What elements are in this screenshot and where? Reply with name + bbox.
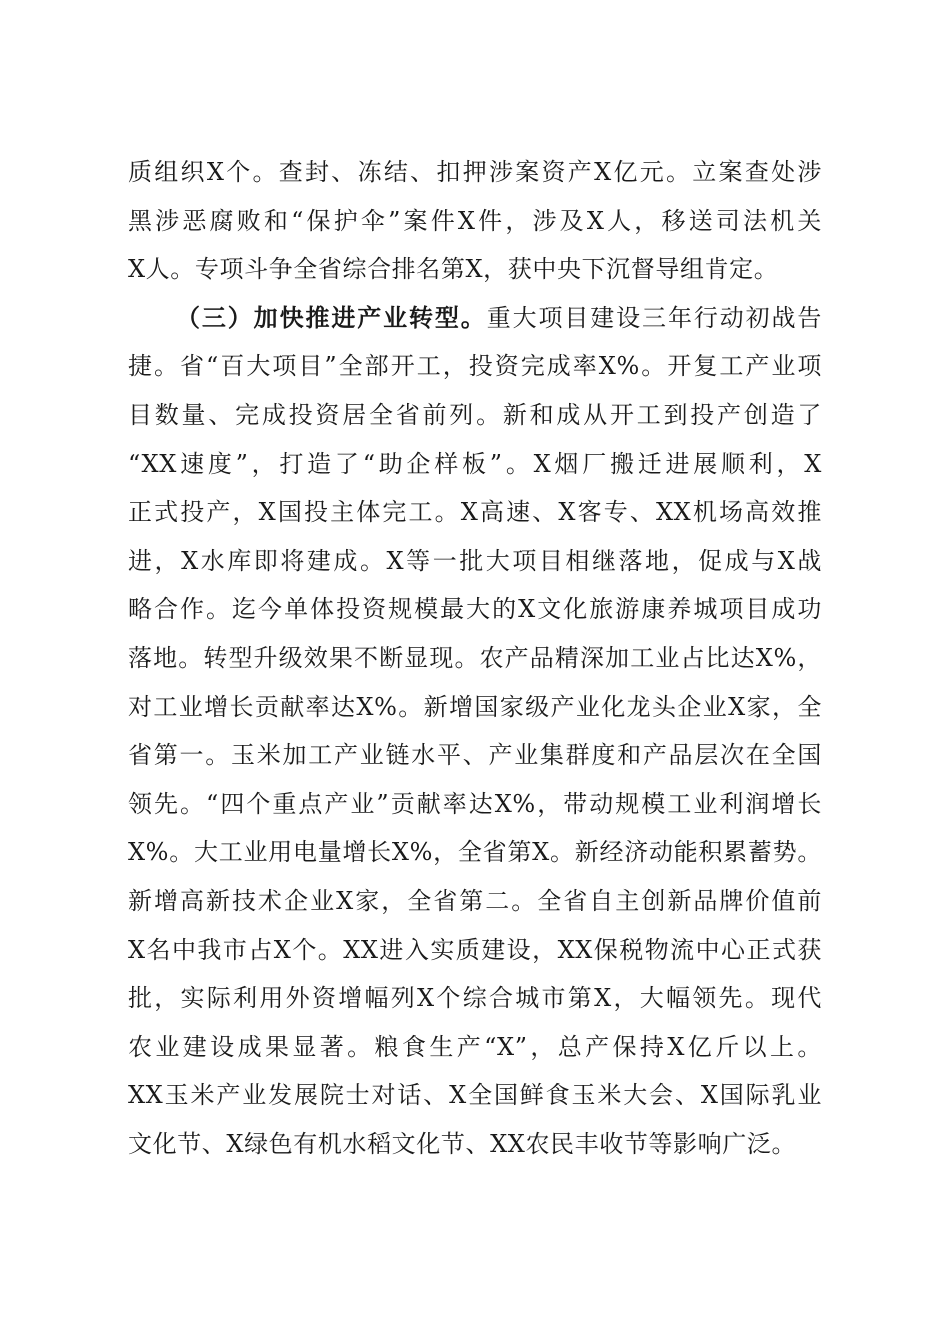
text-line: 文化节、X绿色有机水稻文化节、XX农民丰收节等影响广泛。 [128, 1129, 797, 1158]
text-line: 质组织X个。查封、冻结、扣押涉案资产X亿元。立案查处涉 [128, 158, 822, 186]
text-line: 目数量、完成投资居全省前列。新和成从开工到投产创造了 [128, 400, 822, 429]
body-text [128, 148, 822, 1168]
text-line: 黑涉恶腐败和“保护伞”案件X件，涉及X人，移送司法机关 [128, 206, 822, 235]
text-line: X%。大工业用电量增长X%，全省第X。新经济动能积累蓄势。 [128, 838, 822, 867]
text-line: 正式投产，X国投主体完工。X高速、X客专、XX机场高效推 [128, 498, 822, 527]
text-line: 农业建设成果显著。粮食生产“X”，总产保持X亿斤以上。 [128, 1032, 822, 1061]
text-line: “XX速度”，打造了“助企样板”。X烟厂搬迁进展顺利，X [128, 449, 822, 478]
text-line: 省第一。玉米加工产业链水平、产业集群度和产品层次在全国 [128, 741, 822, 770]
text-line: 新增高新技术企业X家，全省第二。全省自主创新品牌价值前 [128, 886, 822, 915]
text-line: 对工业增长贡献率达X%。新增国家级产业化龙头企业X家，全 [128, 692, 822, 721]
section-heading-line [128, 294, 822, 343]
text-line: XX玉米产业发展院士对话、X全国鲜食玉米大会、X国际乳业 [128, 1081, 822, 1110]
text-line: 略合作。迄今单体投资规模最大的X文化旅游康养城项目成功 [128, 595, 822, 624]
text-line: 批，实际利用外资增幅列X个综合城市第X，大幅领先。现代 [128, 984, 822, 1013]
text-line: X人。专项斗争全省综合排名第X，获中央下沉督导组肯定。 [128, 255, 779, 284]
section-heading: （三）加快推进产业转型。 [176, 302, 487, 332]
text-line-rest: 重大项目建设三年行动初战告 [486, 303, 822, 332]
text-line: X名中我市占X个。XX进入实质建设，XX保税物流中心正式获 [128, 935, 822, 964]
text-line: 领先。“四个重点产业”贡献率达X%，带动规模工业利润增长 [128, 789, 822, 818]
text-line: 落地。转型升级效果不断显现。农产品精深加工业占比达X%， [128, 643, 822, 672]
text-line: 捷。省“百大项目”全部开工，投资完成率X%。开复工产业项 [128, 352, 822, 381]
text-line: 进，X水库即将建成。X等一批大项目相继落地，促成与X战 [128, 546, 822, 575]
